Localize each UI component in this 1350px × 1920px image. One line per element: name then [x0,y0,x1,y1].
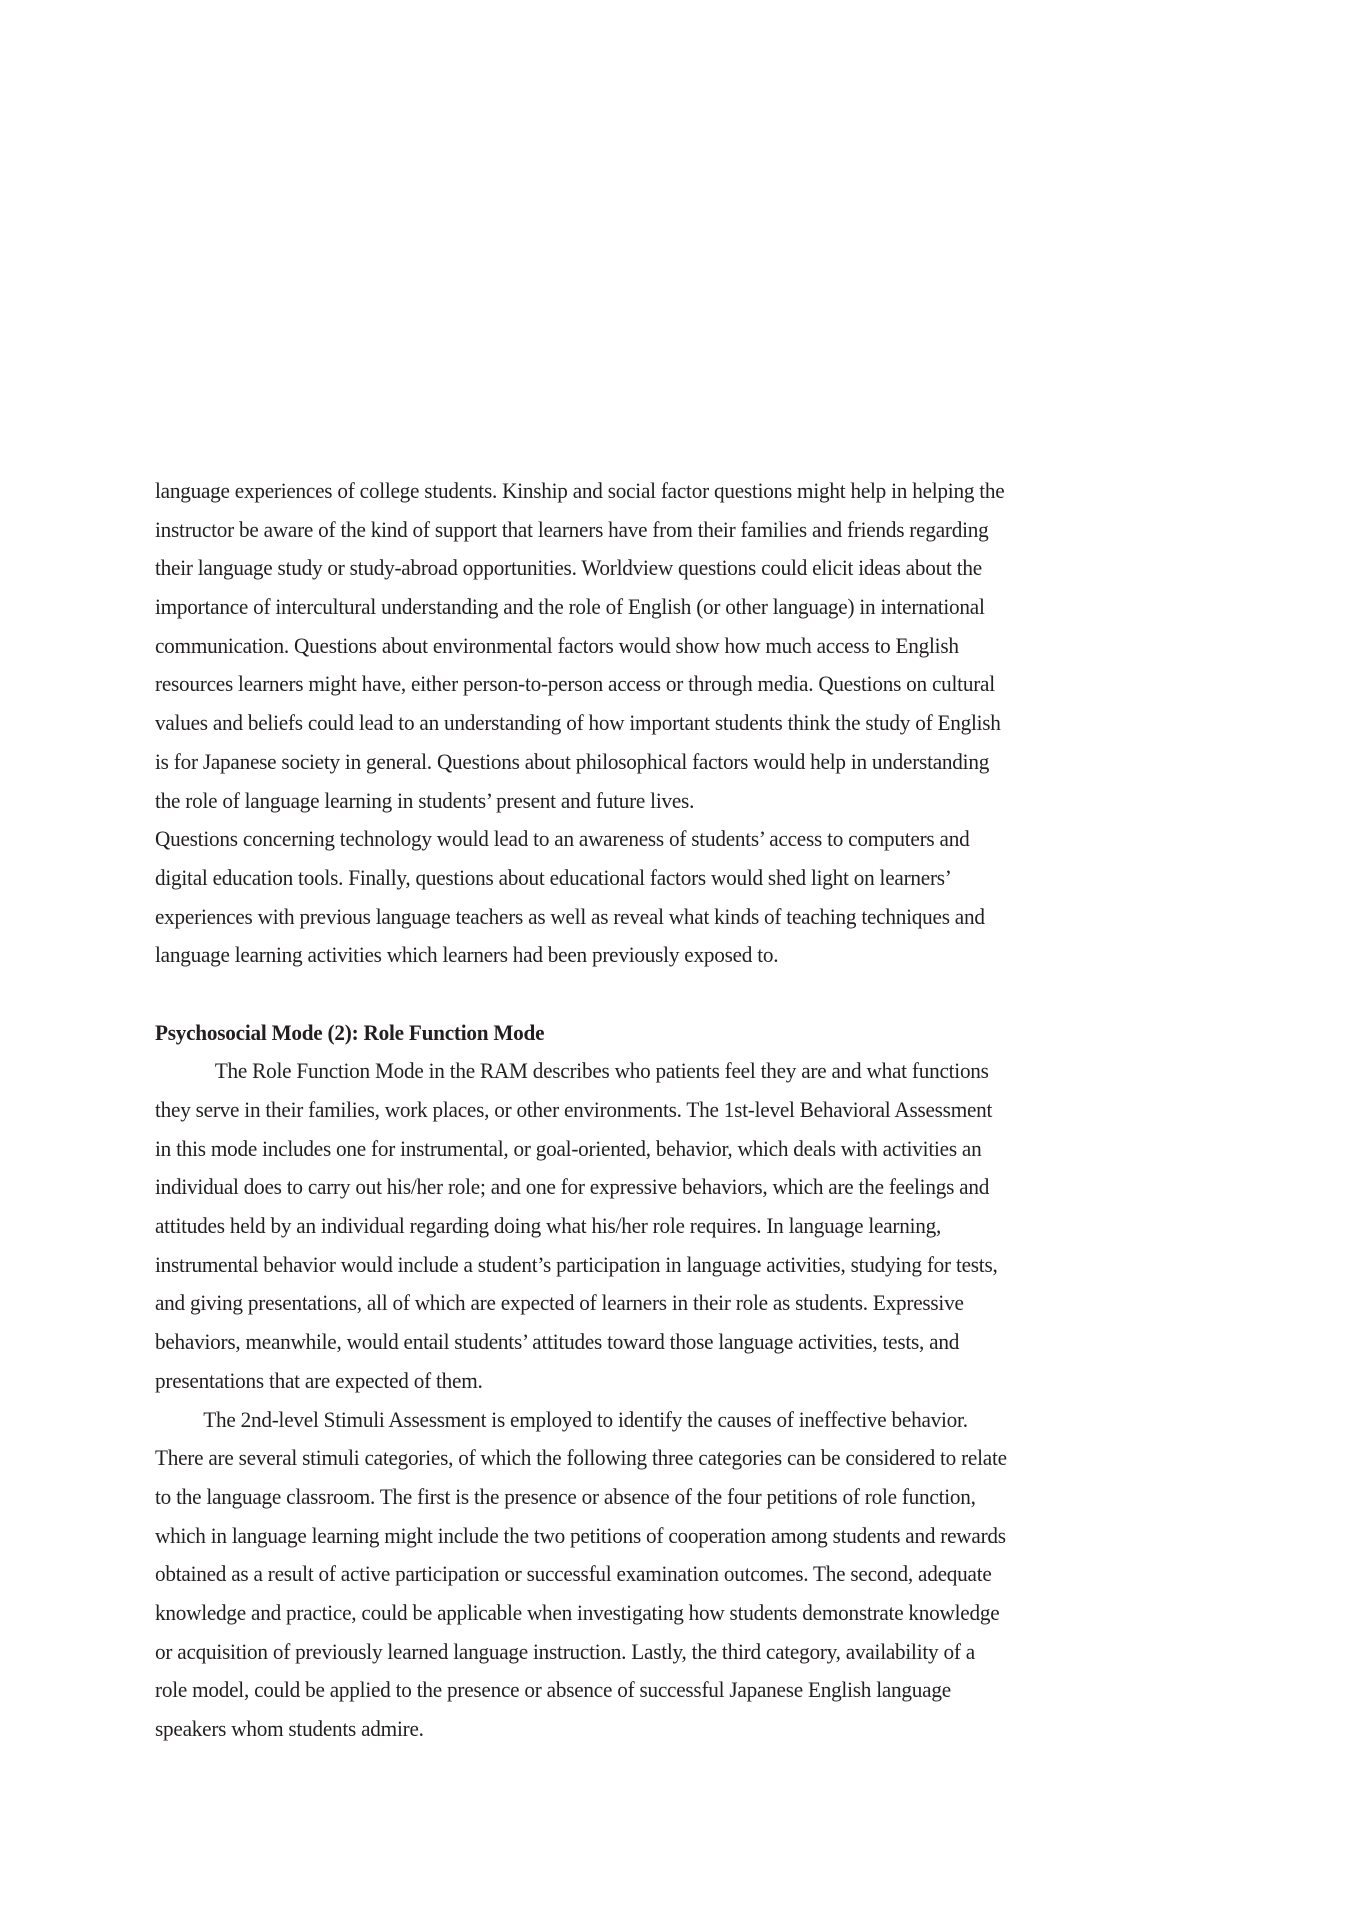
text-line: which in language learning might include the two petitions of cooperation among students and rewards [155,1522,1006,1548]
text-line: they serve in their families, work places, or other environments. The 1st-level Behavioral Assessment [155,1097,993,1122]
text-line: in this mode includes one for instrumental, or goal-oriented, behavior, which deals with activities an [155,1135,982,1161]
paragraph-stimuli-assessment [155,1401,1195,1749]
text-line: behaviors, meanwhile, would entail students’ attitudes toward those language activities, tests, and [155,1329,960,1355]
text-line: presentations that are expected of them. [155,1367,483,1393]
text-line: to the language classroom. The first is the presence or absence of the four petitions of role function, [155,1483,976,1509]
section-cultural-factors [155,472,1195,975]
text-line: the role of language learning in students’ present and future lives. [155,787,695,813]
text-line: individual does to carry out his/her role; and one for expressive behaviors, which are the feelings and [155,1174,990,1200]
text-line: experiences with previous language teachers as well as reveal what kinds of teaching techniques and [155,903,985,929]
text-line: instructor be aware of the kind of support that learners have from their families and friends regarding [155,516,989,542]
text-line: speakers whom students admire. [155,1716,424,1741]
text-line: language experiences of college students. Kinship and social factor questions might help in helping the [155,478,1005,503]
section-role-function-mode [155,1014,1195,1749]
paragraph-technology-education [155,820,1195,975]
text-line: knowledge and practice, could be applicable when investigating how students demonstrate knowledge [155,1599,1000,1625]
text-line: communication. Questions about environmental factors would show how much access to English [155,632,959,658]
text-line: The 2nd-level Stimuli Assessment is employed to identify the causes of ineffective behavior. [203,1406,968,1432]
text-line: resources learners might have, either person-to-person access or through media. Questions on cultural [155,671,995,697]
text-line: There are several stimuli categories, of which the following three categories can be considered to relate [155,1445,1007,1471]
text-line: obtained as a result of active participation or successful examination outcomes. The second, adequate [155,1561,992,1587]
text-line: Questions concerning technology would lead to an awareness of students’ access to computers and [155,826,970,852]
text-line: language learning activities which learners had been previously exposed to. [155,942,779,968]
document-page [155,472,1195,1749]
text-line: instrumental behavior would include a student’s participation in language activities, studying for tests, [155,1251,998,1277]
paragraph-factor-questions [155,472,1195,820]
paragraph-behavioral-assessment [155,1052,1195,1400]
section-spacer [155,975,1195,1014]
text-line: importance of intercultural understanding and the role of English (or other language) in international [155,594,985,620]
text-line: values and beliefs could lead to an understanding of how important students think the study of English [155,710,1001,736]
text-line: their language study or study-abroad opportunities. Worldview questions could elicit ideas about the [155,555,982,581]
text-line: is for Japanese society in general. Questions about philosophical factors would help in understanding [155,748,990,774]
text-line: attitudes held by an individual regarding doing what his/her role requires. In language learning, [155,1213,942,1239]
text-line: digital education tools. Finally, questions about educational factors would shed light on learners’ [155,864,952,890]
text-line: or acquisition of previously learned language instruction. Lastly, the third category, availability of a [155,1638,975,1664]
text-line: role model, could be applied to the presence or absence of successful Japanese English language [155,1677,951,1703]
section-heading: Psychosocial Mode (2): Role Function Mode [155,1019,545,1045]
text-line: The Role Function Mode in the RAM describes who patients feel they are and what functions [214,1058,989,1084]
text-line: and giving presentations, all of which are expected of learners in their role as students. Expressive [155,1290,964,1316]
